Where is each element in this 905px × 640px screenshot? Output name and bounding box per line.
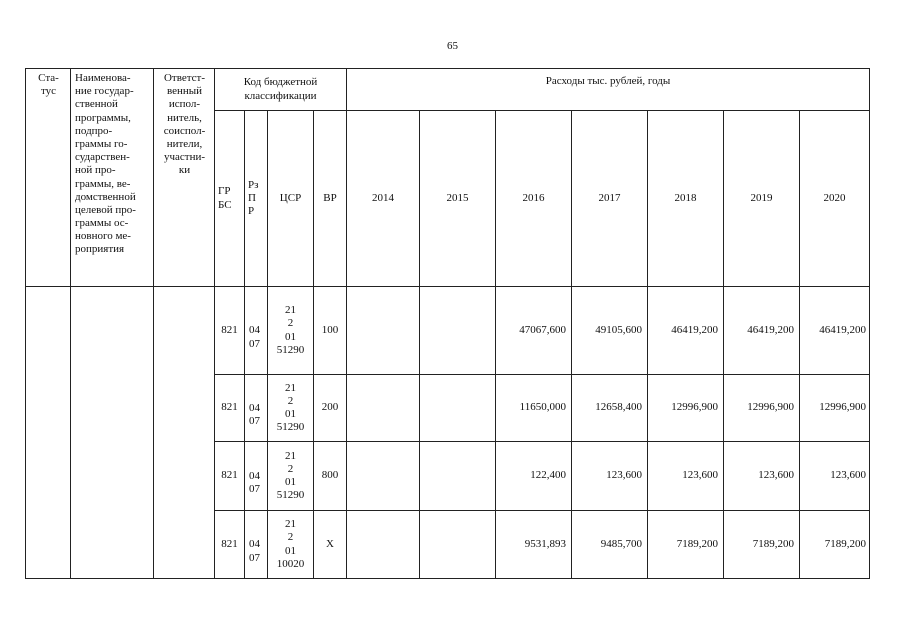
vr-header: ВР <box>314 111 347 287</box>
expenses-header: Расходы тыс. рублей, годы <box>347 69 870 111</box>
value-cell: 9531,893 <box>496 511 572 579</box>
value-cell: 123,600 <box>648 442 724 511</box>
value-cell: 47067,600 <box>496 287 572 375</box>
grbs-cell: 821 <box>215 442 245 511</box>
value-cell: 123,600 <box>724 442 800 511</box>
vr-cell: 100 <box>314 287 347 375</box>
rzpr-header: Рз П Р <box>245 111 268 287</box>
value-cell: 12996,900 <box>800 375 870 442</box>
value-cell <box>420 442 496 511</box>
year-header: 2015 <box>420 111 496 287</box>
value-cell: 46419,200 <box>800 287 870 375</box>
status-cell <box>26 287 71 579</box>
name-header: Наименова- ние государ- ственной программы, подпро- граммы го- сударствен- ной про- граммы, ве- домственной целевой про- граммы ос- новного ме- роприятия <box>71 69 154 287</box>
year-header: 2020 <box>800 111 870 287</box>
value-cell: 46419,200 <box>648 287 724 375</box>
name-cell <box>71 287 154 579</box>
grbs-cell: 821 <box>215 287 245 375</box>
value-cell: 123,600 <box>572 442 648 511</box>
value-cell: 7189,200 <box>800 511 870 579</box>
vr-cell: Х <box>314 511 347 579</box>
value-cell <box>420 375 496 442</box>
csr-cell: 21 2 01 10020 <box>268 511 314 579</box>
responsible-header: Ответст- венный испол- нитель, соиспол- нители, участни- ки <box>154 69 215 287</box>
rzpr-cell: 04 07 <box>245 287 268 375</box>
status-header: Ста- тус <box>26 69 71 287</box>
rzpr-cell: 04 07 <box>245 511 268 579</box>
value-cell <box>347 287 420 375</box>
rzpr-cell: 04 07 <box>245 375 268 442</box>
csr-header: ЦСР <box>268 111 314 287</box>
vr-cell: 800 <box>314 442 347 511</box>
grbs-cell: 821 <box>215 511 245 579</box>
value-cell <box>420 511 496 579</box>
value-cell: 12996,900 <box>724 375 800 442</box>
responsible-cell <box>154 287 215 579</box>
value-cell: 122,400 <box>496 442 572 511</box>
value-cell <box>347 442 420 511</box>
value-cell: 12658,400 <box>572 375 648 442</box>
budget-table <box>25 68 870 579</box>
value-cell: 12996,900 <box>648 375 724 442</box>
csr-cell: 21 2 01 51290 <box>268 442 314 511</box>
table-row <box>26 287 870 375</box>
csr-cell: 21 2 01 51290 <box>268 375 314 442</box>
grbs-cell: 821 <box>215 375 245 442</box>
budget-code-header: Код бюджетной классификации <box>215 69 347 111</box>
value-cell: 7189,200 <box>648 511 724 579</box>
year-header: 2014 <box>347 111 420 287</box>
header-row <box>26 69 870 111</box>
value-cell: 9485,700 <box>572 511 648 579</box>
vr-cell: 200 <box>314 375 347 442</box>
grbs-header: ГР БС <box>215 111 245 287</box>
value-cell: 46419,200 <box>724 287 800 375</box>
year-header: 2016 <box>496 111 572 287</box>
year-header: 2017 <box>572 111 648 287</box>
value-cell: 49105,600 <box>572 287 648 375</box>
value-cell: 123,600 <box>800 442 870 511</box>
year-header: 2019 <box>724 111 800 287</box>
value-cell: 7189,200 <box>724 511 800 579</box>
value-cell <box>347 375 420 442</box>
page-number: 65 <box>447 40 458 52</box>
value-cell <box>420 287 496 375</box>
value-cell <box>347 511 420 579</box>
csr-cell: 21 2 01 51290 <box>268 287 314 375</box>
rzpr-cell: 04 07 <box>245 442 268 511</box>
value-cell: 11650,000 <box>496 375 572 442</box>
year-header: 2018 <box>648 111 724 287</box>
